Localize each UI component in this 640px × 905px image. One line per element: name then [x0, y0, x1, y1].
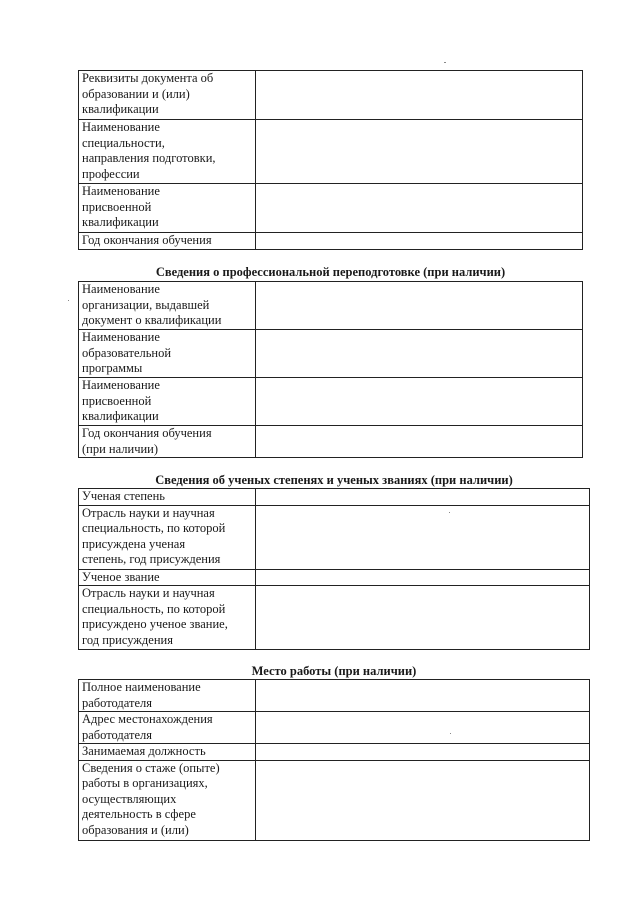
row-label: Наименование организации, выдавшей документ о квалификации [79, 282, 256, 330]
row-label: Занимаемая должность [79, 744, 256, 761]
table-row [79, 569, 590, 586]
degrees-table [78, 488, 590, 650]
row-label: Полное наименование работодателя [79, 680, 256, 712]
table-row [79, 426, 583, 458]
table-row [79, 282, 583, 330]
value-cell[interactable] [256, 760, 590, 840]
value-cell[interactable] [256, 426, 583, 458]
table-row [79, 233, 583, 250]
value-cell[interactable] [256, 505, 590, 569]
value-cell[interactable] [256, 744, 590, 761]
row-label: Наименование присвоенной квалификации [79, 184, 256, 233]
row-label: Наименование присвоенной квалификации [79, 378, 256, 426]
row-label: Ученая степень [79, 489, 256, 506]
row-label: Сведения о стаже (опыте) работы в организациях, осуществляющих деятельность в сфере образования и (или) [79, 760, 256, 840]
value-cell[interactable] [256, 712, 590, 744]
value-cell[interactable] [256, 569, 590, 586]
value-cell[interactable] [256, 330, 583, 378]
row-label: Реквизиты документа об образовании и (или) квалификации [79, 71, 256, 120]
row-label: Ученое звание [79, 569, 256, 586]
table-row [79, 712, 590, 744]
table-row [79, 505, 590, 569]
row-label: Отрасль науки и научная специальность, по которой присуждено ученое звание, год присуждения [79, 586, 256, 650]
value-cell[interactable] [256, 680, 590, 712]
value-cell[interactable] [256, 184, 583, 233]
table-row [79, 378, 583, 426]
value-cell[interactable] [256, 586, 590, 650]
section-title-retraining: Сведения о профессиональной переподготовке (при наличии) [155, 265, 506, 279]
table-row [79, 330, 583, 378]
table-row [79, 744, 590, 761]
table-row [79, 680, 590, 712]
table-row [79, 184, 583, 233]
scan-speck [449, 512, 450, 513]
row-label: Наименование образовательной программы [79, 330, 256, 378]
workplace-table [78, 679, 590, 841]
table-row [79, 120, 583, 184]
value-cell[interactable] [256, 378, 583, 426]
value-cell[interactable] [256, 233, 583, 250]
section-title-degrees: Сведения об ученых степенях и ученых званиях (при наличии) [155, 473, 513, 487]
scan-speck [444, 62, 446, 63]
value-cell[interactable] [256, 282, 583, 330]
table-row [79, 760, 590, 840]
row-label: Год окончания обучения (при наличии) [79, 426, 256, 458]
value-cell[interactable] [256, 120, 583, 184]
table-row [79, 71, 583, 120]
table-row [79, 586, 590, 650]
row-label: Наименование специальности, направления подготовки, профессии [79, 120, 256, 184]
row-label: Год окончания обучения [79, 233, 256, 250]
retraining-table [78, 281, 583, 458]
row-label: Отрасль науки и научная специальность, по которой присуждена ученая степень, год присуждения [79, 505, 256, 569]
table-row [79, 489, 590, 506]
row-label: Адрес местонахождения работодателя [79, 712, 256, 744]
value-cell[interactable] [256, 489, 590, 506]
education-table [78, 70, 583, 250]
section-title-workplace: Место работы (при наличии) [251, 664, 417, 678]
value-cell[interactable] [256, 71, 583, 120]
scan-speck [68, 300, 69, 301]
scan-speck [450, 733, 451, 734]
